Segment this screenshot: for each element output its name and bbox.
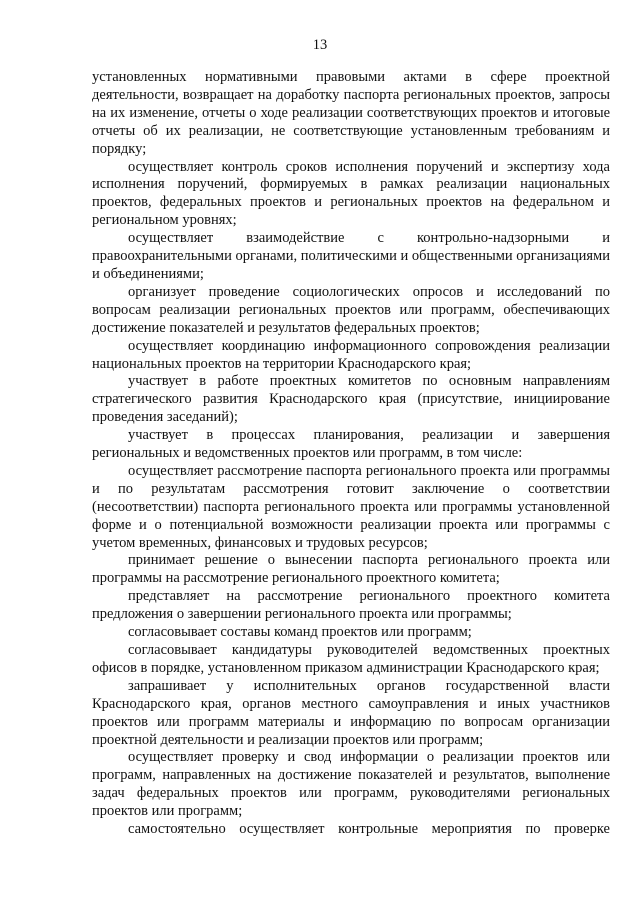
paragraph: осуществляет контроль сроков исполнения поручений и экспертизу хода исполнения поручений, формируемых в рамках реализации национальных проектов, федеральных проектов и региональных проектов на федеральном и региональном уровнях; [92, 158, 610, 229]
paragraph: принимает решение о вынесении паспорта регионального проекта или программы на рассмотрение регионального проектного комитета; [92, 552, 610, 587]
paragraph: организует проведение социологических опросов и исследований по вопросам реализации региональных проектов или программ, обеспечивающих достижение показателей и результатов федеральных проектов; [92, 283, 610, 336]
paragraph: установленных нормативными правовыми актами в сфере проектной деятельности, возвращает на доработку паспорта региональных проектов, запросы на их изменение, отчеты о ходе реализации соответствующих проектов и итоговые отчеты об их реализации, не соответствующие установленным требованиям и порядку; [92, 69, 610, 157]
document-body [92, 69, 610, 839]
page-number: 13 [312, 37, 328, 53]
paragraph: запрашивает у исполнительных органов государственной власти Краснодарского края, органов местного самоуправления и иных участников проектов или программ материалы и информацию по вопросам организации проектной деятельности и реализации проектов или программ; [92, 677, 610, 748]
paragraph: представляет на рассмотрение регионального проектного комитета предложения о завершении регионального проекта или программы; [92, 588, 610, 623]
paragraph: согласовывает кандидатуры руководителей ведомственных проектных офисов в порядке, установленном приказом администрации Краснодарского края; [92, 642, 610, 676]
paragraph: осуществляет проверку и свод информации о реализации проектов или программ, направленных на достижение показателей и результатов, выполнение задач федеральных проектов или программ, руководителями региональных проектов или программ; [92, 749, 610, 820]
paragraph: участвует в процессах планирования, реализации и завершения региональных и ведомственных проектов или программ, в том числе: [92, 427, 610, 462]
paragraph: самостоятельно осуществляет контрольные мероприятия по проверке [128, 821, 610, 838]
paragraph: согласовывает составы команд проектов или программ; [128, 624, 472, 641]
paragraph: участвует в работе проектных комитетов по основным направлениям стратегического развития Краснодарского края (присутствие, инициирование проведения заседаний); [92, 373, 610, 426]
paragraph: осуществляет координацию информационного сопровождения реализации национальных проектов на территории Краснодарского края; [92, 337, 610, 372]
paragraph: осуществляет рассмотрение паспорта регионального проекта или программы и по результатам рассмотрения готовит заключение о соответствии (несоответствии) паспорта регионального проекта или программы установленной форме и о потенциальной возможности реализации проекта или программы с учетом временных, финансовых и трудовых ресурсов; [92, 462, 610, 551]
paragraph: осуществляет взаимодействие с контрольно-надзорными и правоохранительными органами, политическими и общественными организациями и объединениями; [92, 230, 610, 282]
